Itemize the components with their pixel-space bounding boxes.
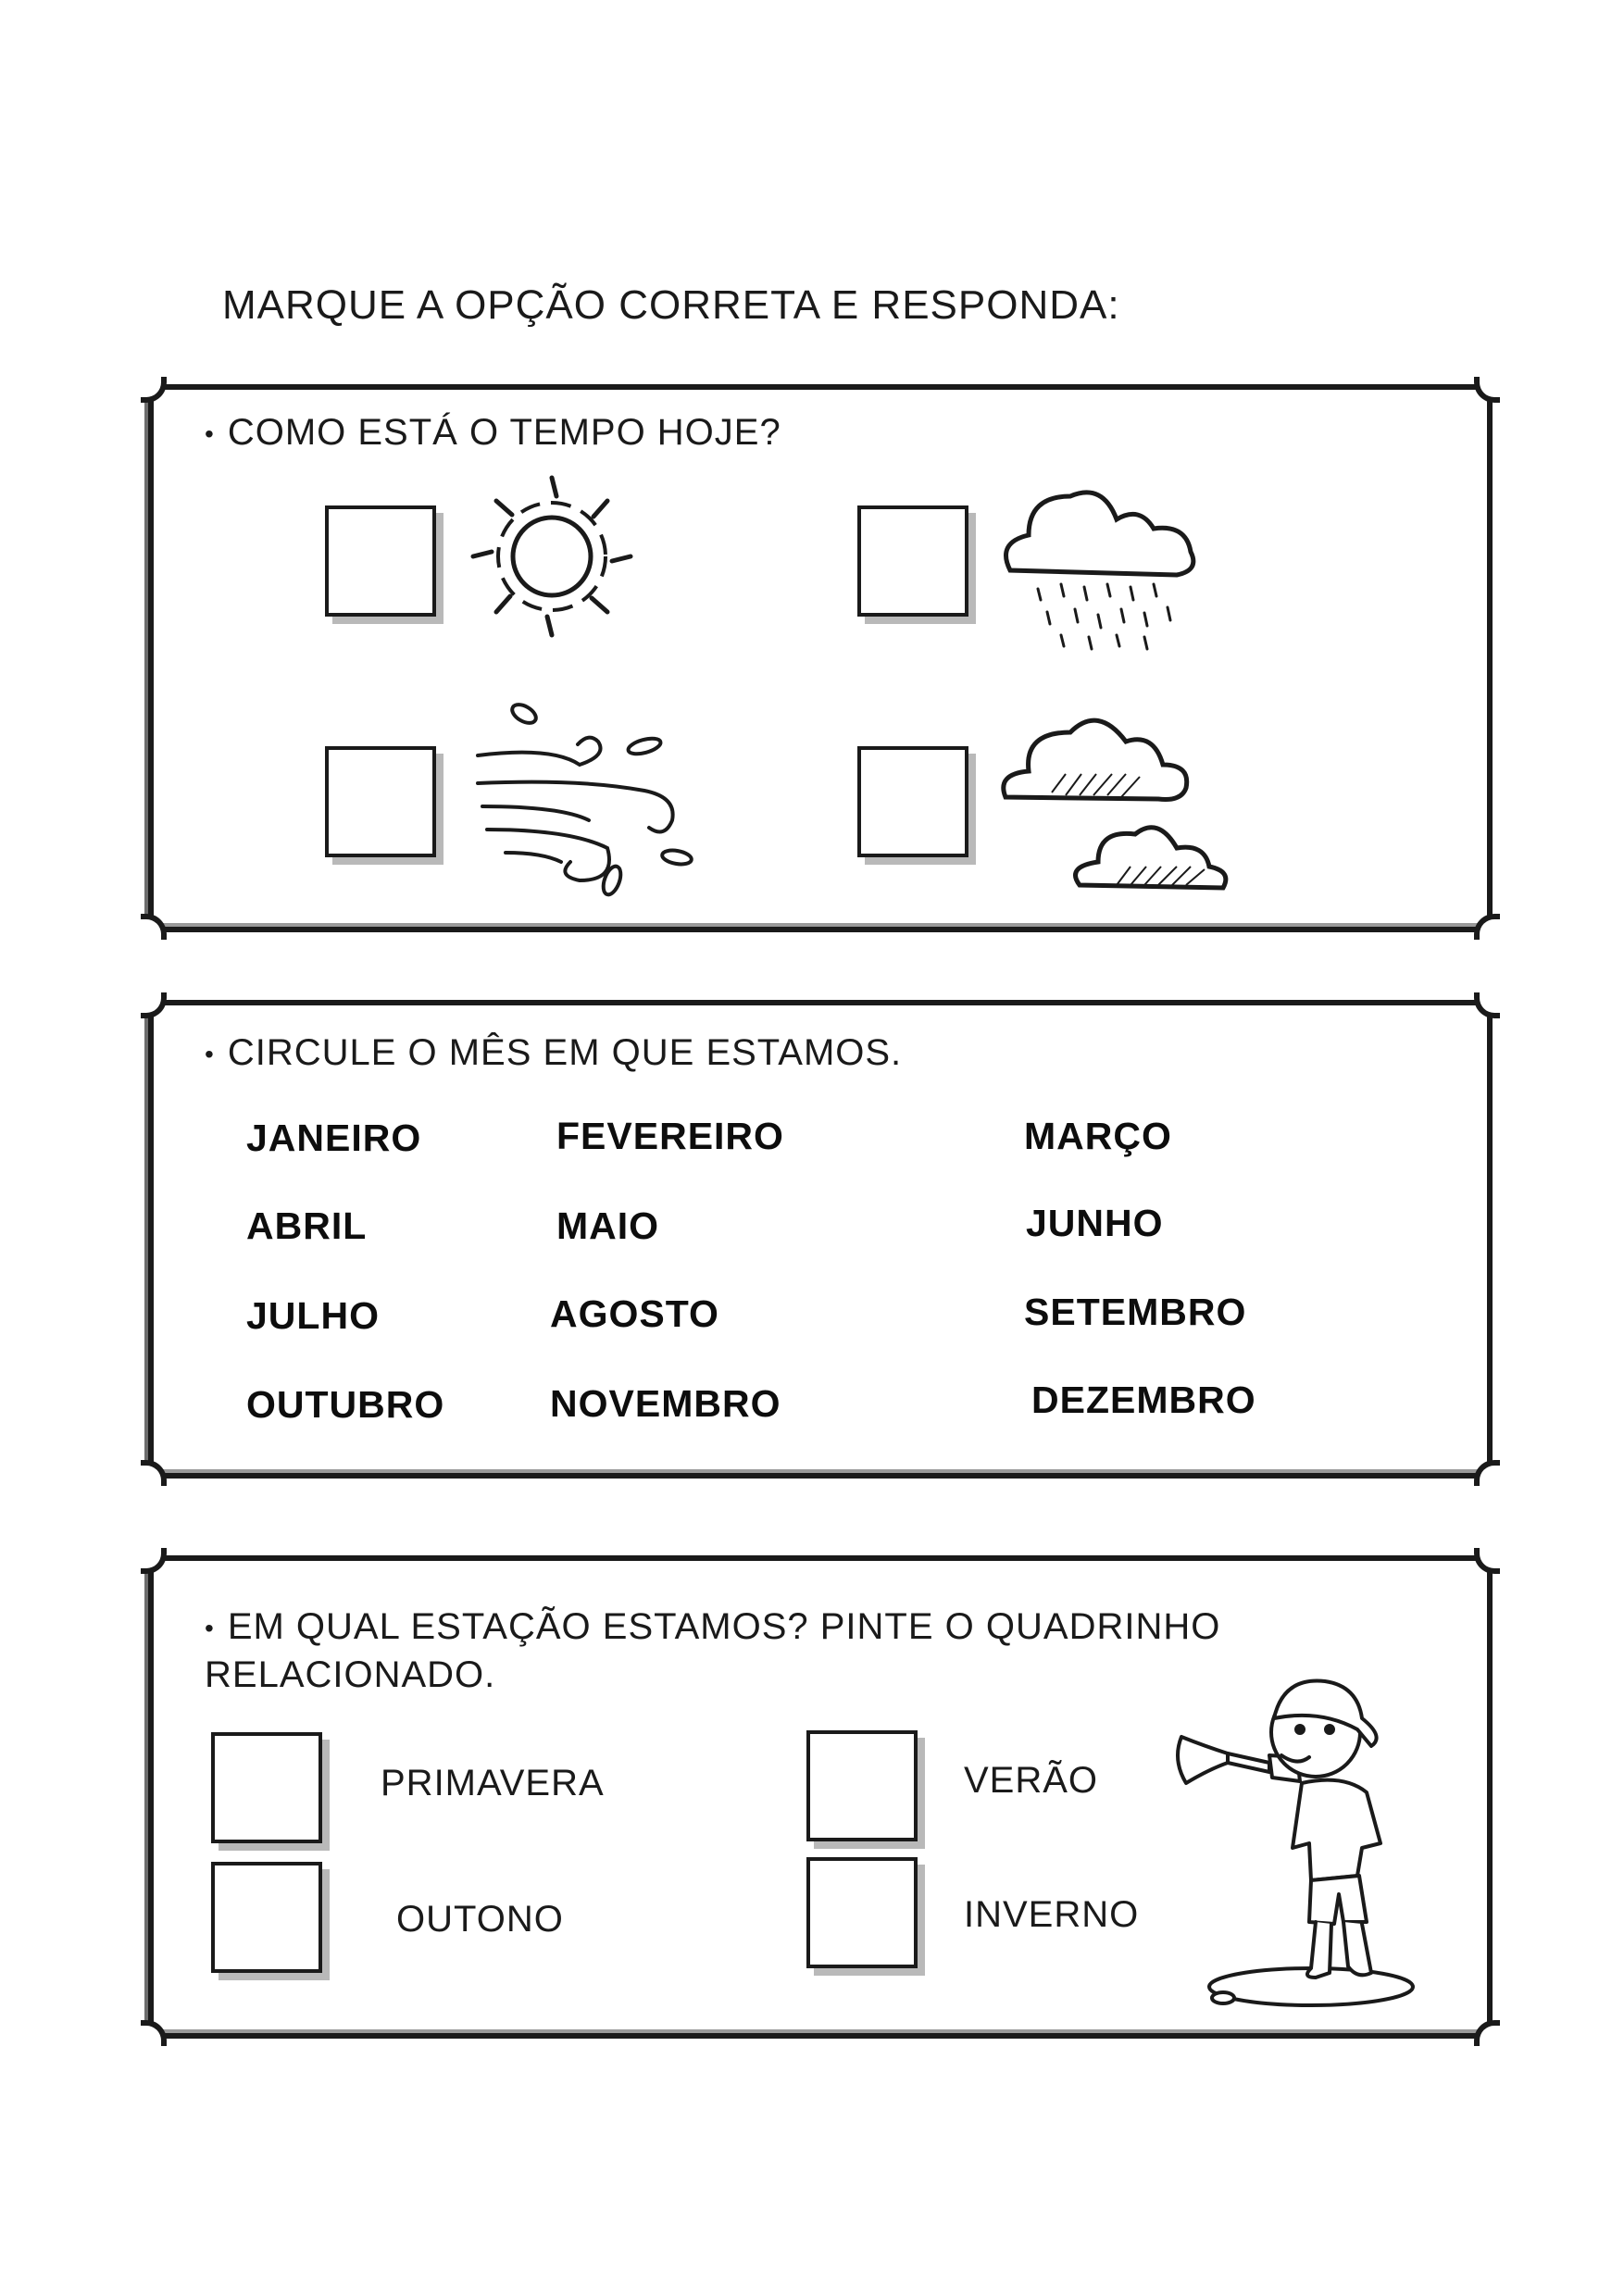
weather-panel [148, 384, 1493, 932]
season-label-verao: VERÃO [964, 1760, 1099, 1801]
weather-checkbox-windy[interactable] [325, 746, 436, 857]
wind-icon [468, 691, 709, 904]
month-setembro[interactable]: SETEMBRO [1024, 1291, 1247, 1333]
season-label-outono: OUTONO [396, 1899, 564, 1940]
month-junho[interactable]: JUNHO [1026, 1202, 1164, 1244]
month-novembro[interactable]: NOVEMBRO [550, 1382, 781, 1425]
rain-cloud-icon [992, 478, 1205, 663]
month-outubro[interactable]: OUTUBRO [246, 1383, 445, 1426]
weather-checkbox-sunny[interactable] [325, 505, 436, 617]
weather-checkbox-cloudy[interactable] [857, 746, 968, 857]
month-maio[interactable]: MAIO [556, 1204, 660, 1247]
month-janeiro[interactable]: JANEIRO [246, 1117, 422, 1159]
page-instructions: MARQUE A OPÇÃO CORRETA E RESPONDA: [222, 282, 1120, 328]
seasons-question: • EM QUAL ESTAÇÃO ESTAMOS? PINTE O QUADRINHO RELACIONADO. [205, 1606, 1221, 1695]
months-panel [148, 1000, 1493, 1479]
month-dezembro[interactable]: DEZEMBRO [1031, 1379, 1256, 1421]
months-question: • CIRCULE O MÊS EM QUE ESTAMOS. [205, 1032, 903, 1073]
season-checkbox-outono[interactable] [211, 1862, 322, 1973]
month-agosto[interactable]: AGOSTO [550, 1292, 719, 1335]
month-fevereiro[interactable]: FEVEREIRO [556, 1115, 784, 1157]
season-checkbox-primavera[interactable] [211, 1732, 322, 1843]
weather-question: • COMO ESTÁ O TEMPO HOJE? [205, 412, 781, 453]
season-checkbox-inverno[interactable] [806, 1857, 918, 1968]
season-label-primavera: PRIMAVERA [381, 1763, 605, 1803]
sun-icon [464, 468, 640, 644]
month-marco[interactable]: MARÇO [1024, 1115, 1172, 1157]
month-abril[interactable]: ABRIL [246, 1204, 368, 1247]
season-checkbox-verao[interactable] [806, 1730, 918, 1841]
weather-checkbox-rainy[interactable] [857, 505, 968, 617]
season-label-inverno: INVERNO [964, 1894, 1140, 1935]
seasons-panel [148, 1555, 1493, 2039]
boy-with-megaphone-illustration [1172, 1653, 1450, 2015]
month-julho[interactable]: JULHO [246, 1294, 380, 1337]
cloudy-icon [996, 695, 1246, 917]
